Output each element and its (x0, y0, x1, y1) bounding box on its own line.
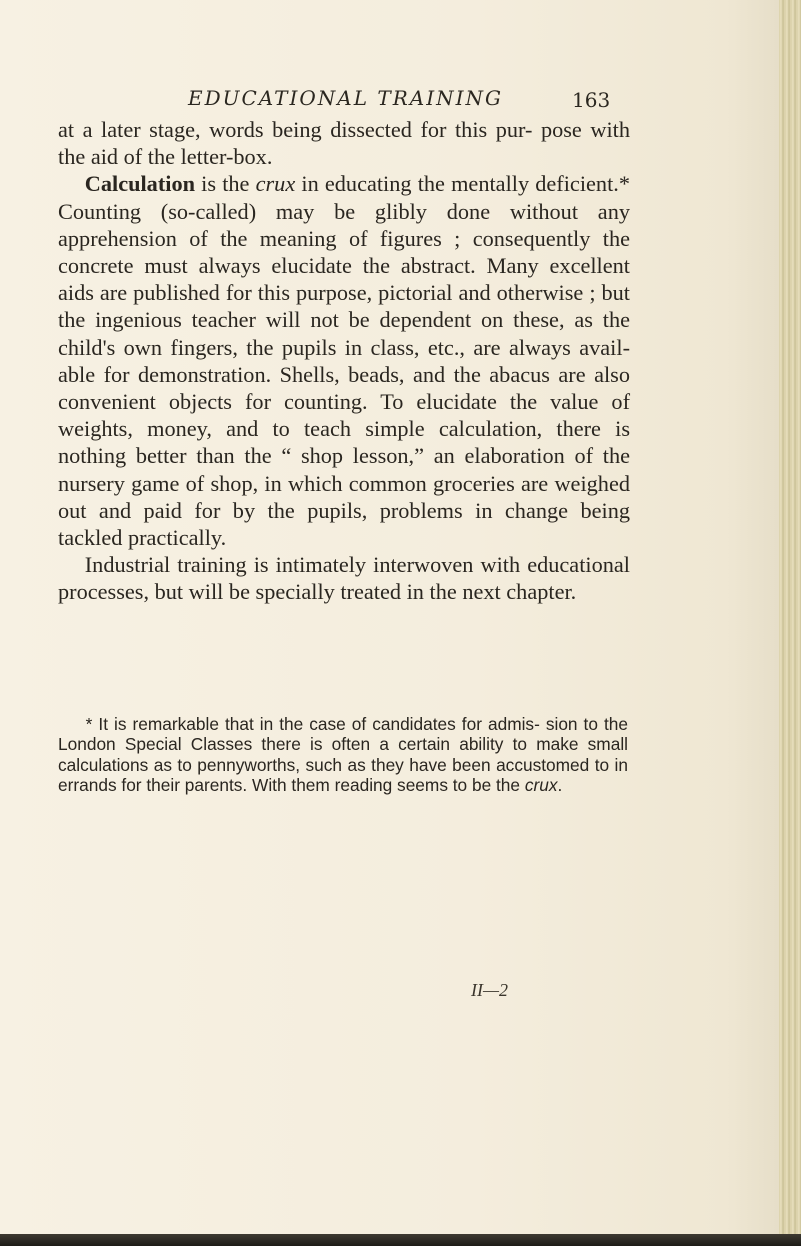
footnote-text-b: . (557, 774, 563, 795)
running-head: EDUCATIONAL TRAINING (188, 86, 503, 110)
crux-term: crux (255, 171, 296, 197)
page-number: 163 (572, 88, 611, 112)
footnote-crux-term: crux (524, 774, 558, 795)
page-edge-right (779, 0, 801, 1246)
footnote-text-a: * It is remarkable that in the case of candidates for admis- sion to the London Special Classes there is often a certain ability to make small calculations as to pennyworths, such as they have been accustomed to in errands for their parents. With them reading seems to be the (58, 714, 628, 795)
paragraph-2-text-a: is the (195, 171, 256, 197)
paragraph-2 (58, 170, 630, 551)
page-edge-bottom (0, 1234, 801, 1246)
calculation-heading: Calculation (84, 171, 196, 197)
paragraph-2-text-b: in educating the mentally deficient.* Counting (so-called) may be glibly done without any apprehension of the meaning of figures ; consequently the concrete must always elucidate the abstract. Many excellent aids are published for this purpose, pictorial and otherwise ; but the ingenious teacher will not be dependent on these, as the child's own fingers, the pupils in class, etc., are always avail- able for demonstration. Shells, beads, and the abacus are also convenient objects for counting. To elucidate the value of weights, money, and to teach simple calculation, there is nothing better than the “ shop lesson,” an elaboration of the nursery game of shop, in which common groceries are weighed out and paid for by the pupils, problems in change being tackled practically. (58, 171, 630, 551)
paragraph-3: Industrial training is intimately interwoven with educational processes, but will be specially treated in the next chapter. (58, 552, 630, 605)
main-text (58, 116, 630, 606)
signature-mark: II—2 (471, 980, 508, 1000)
paragraph-1: at a later stage, words being dissected for this pur- pose with the aid of the letter-box. (58, 117, 630, 170)
footnote (58, 714, 628, 795)
